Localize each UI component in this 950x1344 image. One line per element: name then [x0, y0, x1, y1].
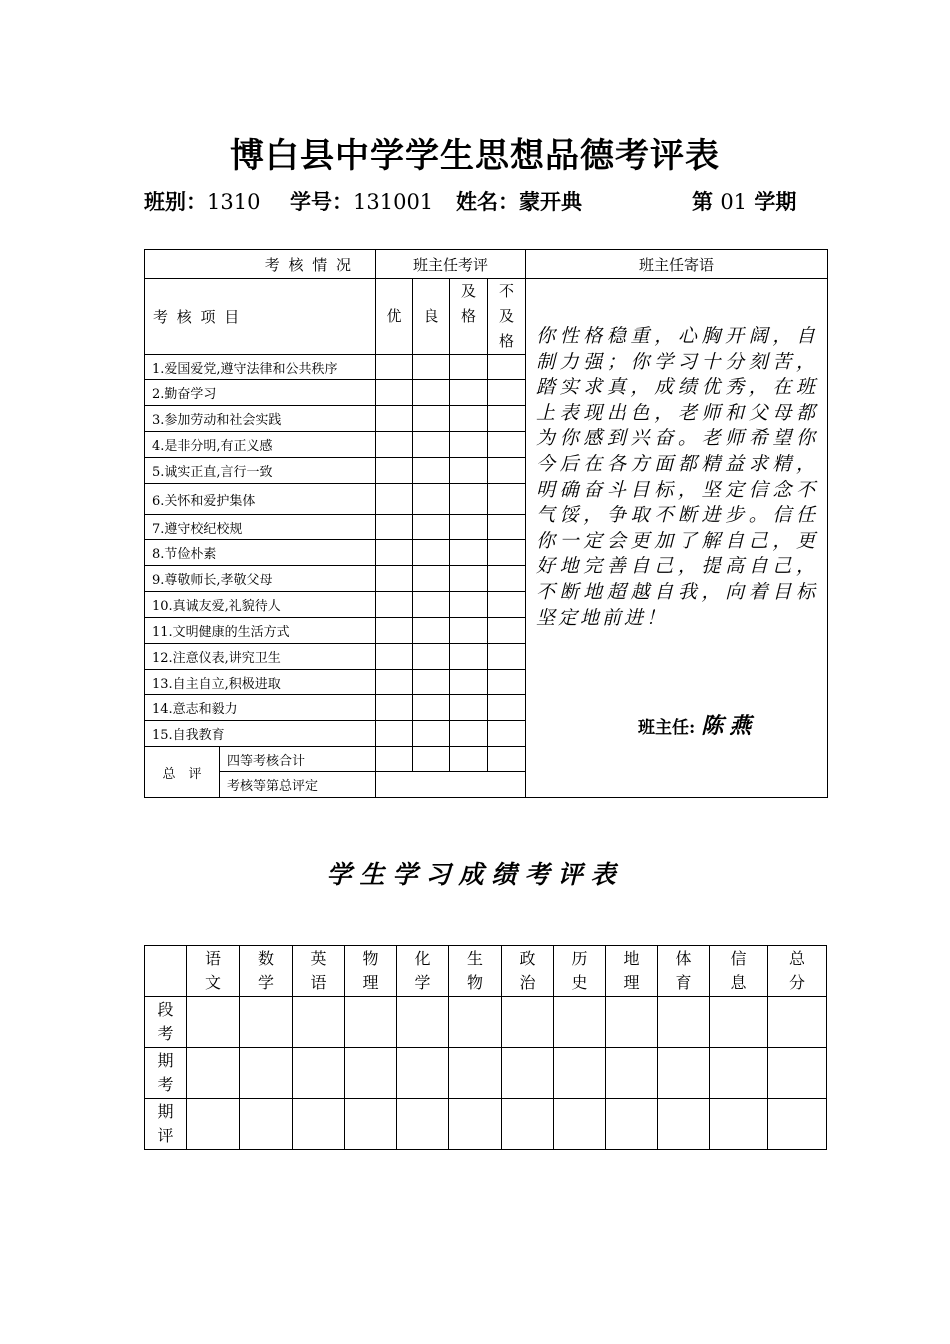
grade-header: 及 格 [450, 279, 488, 355]
header-items: 考 核 项 目 [145, 279, 376, 355]
subject-header: 地 理 [606, 946, 658, 997]
score-cell [768, 1048, 827, 1099]
eval-item-label: 5.诚实正直,言行一致 [145, 458, 376, 484]
grade-cell [450, 644, 488, 670]
grade-cell [450, 515, 488, 540]
subject-header: 语 文 [187, 946, 240, 997]
grade-cell [413, 721, 450, 747]
grade-cell [376, 432, 413, 458]
eval-item-label: 14.意志和毅力 [145, 695, 376, 721]
grade-cell [488, 540, 526, 566]
grade-cell [376, 458, 413, 484]
score-table-title: 学生学习成绩考评表 [326, 860, 624, 889]
grade-cell [450, 618, 488, 644]
score-cell [397, 997, 449, 1048]
grade-cell [376, 644, 413, 670]
score-row [145, 997, 827, 1048]
subject-header: 政 治 [502, 946, 554, 997]
grade-header: 良 [413, 279, 450, 355]
student-id-field: 学号：131001 [290, 189, 434, 214]
eval-item-label: 7.遵守校纪校规 [145, 515, 376, 540]
score-cell [293, 997, 345, 1048]
grade-cell [450, 355, 488, 380]
grade-cell [488, 484, 526, 515]
score-cell [502, 1048, 554, 1099]
score-corner-cell [145, 946, 187, 997]
grade-cell [488, 618, 526, 644]
grade-cell [488, 406, 526, 432]
grade-cell [413, 695, 450, 721]
grade-cell [450, 458, 488, 484]
grade-cell [488, 432, 526, 458]
grade-header: 不 及 格 [488, 279, 526, 355]
grade-header: 优 [376, 279, 413, 355]
score-row [145, 1099, 827, 1150]
subject-header: 数 学 [240, 946, 293, 997]
score-cell [187, 1048, 240, 1099]
grade-cell [376, 515, 413, 540]
subject-header: 物 理 [345, 946, 397, 997]
grade-cell [488, 380, 526, 406]
grade-cell [450, 484, 488, 515]
grade-cell [450, 432, 488, 458]
eval-item-label: 12.注意仪表,讲究卫生 [145, 644, 376, 670]
score-cell [240, 997, 293, 1048]
grade-cell [413, 355, 450, 380]
score-cell [554, 1048, 606, 1099]
subject-header: 信 息 [710, 946, 768, 997]
grade-cell [413, 458, 450, 484]
grade-cell [376, 721, 413, 747]
score-cell [710, 1048, 768, 1099]
score-cell [502, 997, 554, 1048]
grade-cell [450, 695, 488, 721]
grade-cell [488, 515, 526, 540]
score-cell [187, 1099, 240, 1150]
score-cell [449, 1099, 502, 1150]
grade-cell [413, 406, 450, 432]
teacher-remark-text: 你性格稳重，心胸开阔，自制力强；你学习十分刻苦，踏实求真，成绩优秀，在班上表现出色，老师和父母都为你感到兴奋。老师希望你今后在各方面都精益求精，明确奋斗目标，坚定信念不气馁，争取不断进步。信任你一定会更加了解自己，更好地完善自己，提高自己，不断地超越自我，向着目标坚定地前进！ [536, 325, 819, 629]
header-teacher-remark: 班主任寄语 [526, 250, 828, 279]
score-cell [293, 1099, 345, 1150]
grade-cell [413, 644, 450, 670]
subject-header: 英 语 [293, 946, 345, 997]
header-eval-status: 考 核 情 况 [145, 250, 376, 279]
grade-cell [450, 721, 488, 747]
score-cell [710, 997, 768, 1048]
score-cell [345, 1099, 397, 1150]
score-cell [768, 997, 827, 1048]
eval-item-label: 1.爱国爱党,遵守法律和公共秩序 [145, 355, 376, 380]
grade-cell [413, 540, 450, 566]
grade-cell [413, 670, 450, 695]
score-cell [240, 1048, 293, 1099]
score-cell [658, 1048, 710, 1099]
grade-cell [376, 670, 413, 695]
eval-item-label: 3.参加劳动和社会实践 [145, 406, 376, 432]
score-header-row [145, 946, 827, 997]
score-cell [293, 1048, 345, 1099]
class-field: 班别：1310 [144, 189, 261, 214]
score-cell [345, 1048, 397, 1099]
score-row-label: 期 评 [145, 1099, 187, 1150]
grade-cell [376, 380, 413, 406]
grade-cell [450, 566, 488, 592]
summary-row-label: 四等考核合计 [220, 747, 376, 772]
teacher-remark-cell [526, 279, 828, 798]
subject-header: 总 分 [768, 946, 827, 997]
eval-item-label: 8.节俭朴素 [145, 540, 376, 566]
grade-cell [450, 592, 488, 618]
grade-cell [450, 540, 488, 566]
grade-cell [376, 406, 413, 432]
grade-cell [413, 432, 450, 458]
score-cell [768, 1099, 827, 1150]
grade-cell [413, 747, 450, 772]
grade-cell [376, 592, 413, 618]
score-cell [710, 1099, 768, 1150]
summary-label: 总 评 [145, 747, 220, 798]
signature-label: 班主任: [638, 718, 696, 738]
grade-cell [413, 618, 450, 644]
grade-cell [376, 747, 413, 772]
grade-cell [413, 515, 450, 540]
score-table [144, 945, 827, 1150]
signature-name: 陈燕 [701, 713, 758, 739]
score-cell [240, 1099, 293, 1150]
grade-cell [488, 592, 526, 618]
grade-cell [488, 670, 526, 695]
subject-header: 体 育 [658, 946, 710, 997]
score-cell [345, 997, 397, 1048]
grade-cell [450, 747, 488, 772]
grade-cell [413, 566, 450, 592]
score-cell [606, 997, 658, 1048]
grade-cell [488, 695, 526, 721]
score-cell [606, 1099, 658, 1150]
summary-final-cell [376, 772, 526, 798]
conduct-eval-table [144, 249, 828, 798]
eval-header-row [145, 279, 828, 355]
score-cell [658, 1099, 710, 1150]
eval-item-label: 4.是非分明,有正义感 [145, 432, 376, 458]
grade-cell [413, 380, 450, 406]
score-cell [397, 1048, 449, 1099]
term-field: 第 01 学期 [692, 189, 797, 214]
score-cell [449, 1048, 502, 1099]
score-row-label: 期 考 [145, 1048, 187, 1099]
score-cell [606, 1048, 658, 1099]
grade-cell [488, 747, 526, 772]
grade-cell [413, 592, 450, 618]
eval-item-label: 11.文明健康的生活方式 [145, 618, 376, 644]
grade-cell [488, 458, 526, 484]
summary-row-label: 考核等第总评定 [220, 772, 376, 798]
grade-cell [450, 670, 488, 695]
eval-item-label: 9.尊敬师长,孝敬父母 [145, 566, 376, 592]
grade-cell [450, 406, 488, 432]
header-teacher-eval: 班主任考评 [376, 250, 526, 279]
score-cell [658, 997, 710, 1048]
eval-item-label: 6.关怀和爱护集体 [145, 484, 376, 515]
score-cell [449, 997, 502, 1048]
grade-cell [488, 644, 526, 670]
grade-cell [450, 380, 488, 406]
score-cell [554, 1099, 606, 1150]
grade-cell [488, 566, 526, 592]
score-row-label: 段 考 [145, 997, 187, 1048]
grade-cell [376, 566, 413, 592]
eval-header-row [145, 250, 828, 279]
page-title: 博白县中学学生思想品德考评表 [230, 136, 720, 176]
eval-item-label: 15.自我教育 [145, 721, 376, 747]
eval-item-label: 10.真诚友爱,礼貌待人 [145, 592, 376, 618]
score-cell [554, 997, 606, 1048]
score-cell [502, 1099, 554, 1150]
grade-cell [488, 721, 526, 747]
subject-header: 化 学 [397, 946, 449, 997]
subject-header: 历 史 [554, 946, 606, 997]
grade-cell [376, 695, 413, 721]
grade-cell [488, 355, 526, 380]
grade-cell [376, 618, 413, 644]
grade-cell [413, 484, 450, 515]
student-name-field: 姓名：蒙开典 [456, 189, 582, 214]
grade-cell [376, 355, 413, 380]
score-cell [187, 997, 240, 1048]
score-cell [397, 1099, 449, 1150]
teacher-signature [638, 709, 757, 740]
score-row [145, 1048, 827, 1099]
grade-cell [376, 484, 413, 515]
eval-item-label: 13.自主自立,积极进取 [145, 670, 376, 695]
grade-cell [376, 540, 413, 566]
eval-item-label: 2.勤奋学习 [145, 380, 376, 406]
subject-header: 生 物 [449, 946, 502, 997]
